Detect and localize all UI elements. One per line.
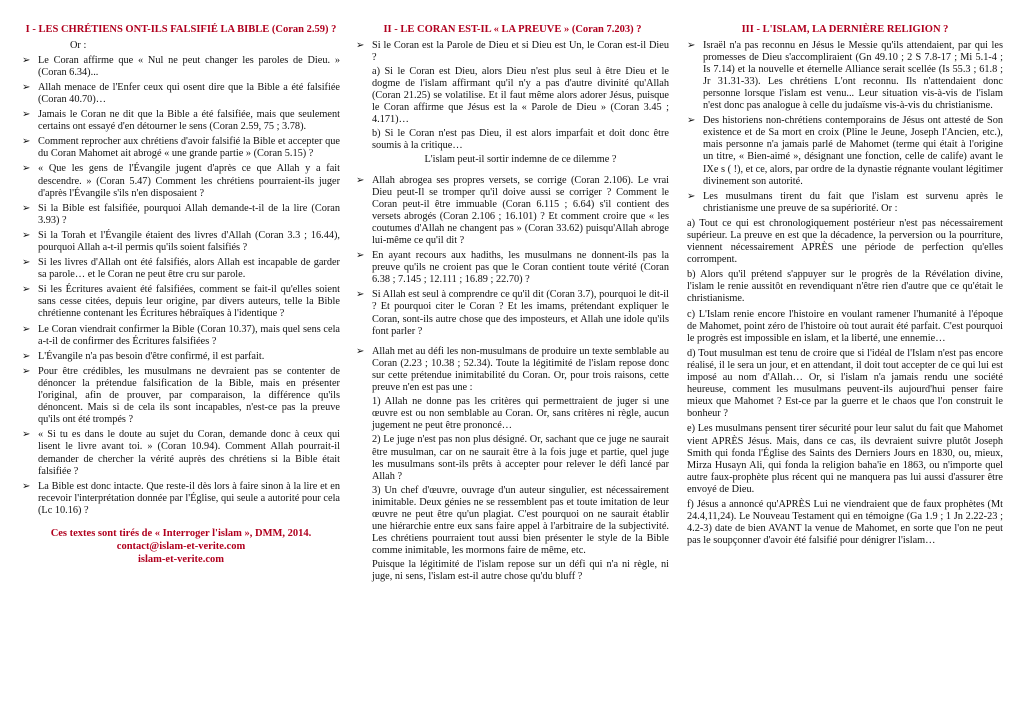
list-item: ➢ Allah menace de l'Enfer ceux qui osent dire que la Bible a été falsifiée (Coran 40.70)… (22, 82, 340, 106)
point-d: d) Tout musulman est tenu de croire que si l'idéal de l'Islam n'est pas encore réalisé, il le sera un jour, et en attendant, il doit tout accepter de ce qui lui est imposé au nom d'Allah… Or, si l'islam n'a jamais rendu une société heureuse, comment les musulmans peuvent-ils aujourd'hui penser faire mieux que Mahomet ? Est-ce par la guerre et le chaos que l'on construit le bonheur ? (687, 347, 1003, 420)
list-item: ➢ En ayant recours aux hadiths, les musulmans ne donnent-ils pas la preuve qu'ils ne croient pas que le Coran contient toute vérité (Coran 6.38 ; 7.145 ; 12.111 ; 16.89 ; 22.70) ? (356, 250, 669, 286)
column-1-heading: I - LES CHRÉTIENS ONT-ILS FALSIFIÉ LA BIBLE (Coran 2.59) ? (25, 24, 337, 35)
list-item: ➢ Jamais le Coran ne dit que la Bible a été falsifiée, mais que seulement certains ont essayé d'en détourner le sens (Coran 2.59, 75 ; 3.78). (22, 109, 340, 133)
dilemma-question: ➢ Si le Coran est la Parole de Dieu et si Dieu est Un, le Coran est-il Dieu ? (372, 39, 669, 63)
list-item: ➢ Allah abrogea ses propres versets, se corrige (Coran 2.106). Le vrai Dieu peut-Il se tromper qu'il doive aussi se corriger ? Comment le Coran peut-il être immuable (Coran 6.115 ; 6.64) s'il contient des versets abrogés (Coran 2.106 ; 16.101) ? Et comment croire que « les coutumes d'Allah ne changent pas » (Coran 33.62) puisqu'Allah abroge lui-même ce qu'il dit ? (356, 175, 669, 248)
point-b: b) Alors qu'il prétend s'appuyer sur le progrès de la Révélation divine, l'islam le renie aussitôt en revendiquant n'être rien d'autre que ce qu'était le christianisme. (687, 269, 1003, 305)
point-e: e) Les musulmans pensent tirer sécurité pour leur salut du fait que Mahomet vient APRÈS Jésus. Mais, dans ce cas, ils devraient suivre plutôt Joseph Smith qui fonda l'Église des Saints des Derniers Jours en 1830, ou, mieux, Mirza Husayn Ali, qui fonda la religion baha'ie en 1863, ou n'importe quel autre faux-prophète plus récent qui ne manquera pas lui aussi d'assurer être envoyé de Dieu. (687, 423, 1003, 495)
source-footer (22, 527, 340, 566)
list-item: ➢ Des historiens non-chrétiens contemporains de Jésus ont attesté de Son existence et de Sa mort en croix (Pline le Jeune, Joseph l'Ancien, etc.), mais personne n'a jamais parlé de Mahomet (terme qui était à l'origine un titre, « Bien-aimé », désignant une fonction, celle de calife) avant le IXe s ( !), et ce, alors, par ordre de la dynastie régnante voulant légitimer divinement son autorité. (687, 115, 1003, 188)
list-item (687, 191, 1003, 215)
dilemma-a: a) Si le Coran est Dieu, alors Dieu n'est plus seul à être Dieu et le dogme de l'islam affirmant qu'il n'y a pas d'autre divinité qu'Allah (Coran 21.25) se volatilise. Et il faut même alors adorer Jésus, puisque le Coran affirme que Jésus est la « Parole de Dieu » (Coran 3.45 ; 4.171)… (372, 65, 669, 126)
column-2-list (356, 40, 669, 584)
list-item: ➢ Si la Torah et l'Évangile étaient des livres d'Allah (Coran 3.3 ; 16.44), pourquoi Allah a-t-il permis qu'ils soient falsifiés ? (22, 230, 340, 254)
column-1-list (22, 55, 340, 517)
list-item: ➢ Le Coran affirme que « Nul ne peut changer les paroles de Dieu. » (Coran 6.34)... (22, 55, 340, 79)
column-3 (687, 24, 1003, 550)
point-f: f) Jésus a annoncé qu'APRÈS Lui ne viendraient que de faux prophètes (Mt 24.4,11,24). Le Nouveau Testament qui en témoigne (Ga 1.9 ; 1 Jn 2.22-23 ; 4.2-3) date de bien AVANT la venue de Mahomet, en sorte que l'on ne peut pas le soupçonner d'avoir été falsifié pour dénigrer l'islam… (687, 498, 1003, 547)
list-item: ➢ Comment reprocher aux chrétiens d'avoir falsifié la Bible et accepter que du Coran Mahomet ait abrogé « une grande partie » (Coran 5.15) ? (22, 136, 340, 160)
column-2 (356, 24, 669, 587)
list-item: ➢ Si les livres d'Allah ont été falsifiés, alors Allah est incapable de garder sa parole… et le Coran ne peut être cru sur parole. (22, 257, 340, 281)
challenge-conclusion: Puisque la légitimité de l'islam repose sur un défi qui n'a ni règle, ni juge, ni sens, l'islam est-il autre chose qu'du bluff ? (372, 559, 669, 583)
column-1 (22, 24, 340, 566)
column-3-heading: III - L'ISLAM, LA DERNIÈRE RELIGION ? (741, 24, 949, 35)
point-c: c) L'Islam renie encore l'histoire en voulant ramener l'humanité à l'époque de Mahomet, point zéro de l'histoire où tout aurait été parfait. C'est pourquoi le progrès est impossible en islam, et la liberté, une ennemie… (687, 308, 1003, 344)
list-item: ➢ Si les Écritures avaient été falsifiées, comment se fait-il qu'elles soient sans cesse citées, depuis leur origine, par divers auteurs, telle la Bible chrétienne contenant les Écritures hébraïques à l'identique ? (22, 284, 340, 320)
dilemma-b: b) Si le Coran n'est pas Dieu, il est alors imparfait et doit donc être soumis à la critique… (372, 128, 669, 152)
source-note: Ces textes sont tirés de « Interroger l'islam », DMM, 2014. (50, 527, 312, 539)
list-item: ➢ « Que les gens de l'Évangile jugent d'après ce que Allah y a fait descendre. » (Coran 5.47) Comment les chrétiens pourraient-ils juger d'après l'Évangile s'ils n'en disposaient ? (22, 163, 340, 199)
reason-2: 2) Le juge n'est pas non plus désigné. Or, sachant que ce juge ne saurait être musulman, car on ne saurait être à la fois juge et partie, quel juge les musulmans sont-ils prêts à accepter pour relever le défi lancé par Allah ? (372, 434, 669, 482)
column-3-list (687, 40, 1003, 215)
contact-email[interactable]: contact@islam-et-verite.com (116, 540, 246, 552)
list-item: ➢ L'Évangile n'a pas besoin d'être confirmé, il est parfait. (22, 351, 340, 363)
list-item: ➢ La Bible est donc intacte. Que reste-il dès lors à faire sinon à la lire et en recevoir l'interprétation donnée par l'Église, qui seule a autorité pour cela (Lc 10.16) ? (22, 481, 340, 517)
reason-1: 1) Allah ne donne pas les critères qui permettraient de juger si une œuvre est ou non semblable au Coran. Or, sans critères ni règle, aucun jugement ne peut être prononcé… (372, 396, 669, 432)
dilemma-conclusion: L'islam peut-il sortir indemne de ce dilemme ? (424, 154, 617, 166)
point-a: a) Tout ce qui est chronologiquement postérieur n'est pas nécessairement supérieur. La preuve en est que la décadence, la perversion ou la pourriture, viennent nécessairement APRÈS une période de perfection qu'elles corrompent. (687, 217, 1003, 266)
challenge-intro: ➢ Allah met au défi les non-musulmans de produire un texte semblable au Coran (2.23 ; 10.38 ; 52.34). Toute la légitimité de l'islam repose donc sur cette prétendue inimitabilité du Coran. Or, pour trois raisons, cette preuve n'en est pas une : (372, 345, 669, 394)
list-item (356, 40, 669, 167)
website-link[interactable]: islam-et-verite.com (138, 553, 224, 565)
list-item: ➢ Pour être crédibles, les musulmans ne devraient pas se contenter de dénoncer la prétendue falsification de la Bible, mais en présenter l'original, afin de prouver, par comparaison, la différence qu'ils dénoncent. Mais si de cela ils sont incapables, n'est-ce pas la preuve qu'ils ont été trompés ? (22, 366, 340, 426)
superiority-claim: ➢ Les musulmans tirent du fait que l'islam est survenu après le christianisme une preuve de sa supériorité. Or : (703, 190, 1003, 214)
list-item: ➢ Israël n'a pas reconnu en Jésus le Messie qu'ils attendaient, par qui les promesses de Dieu s'accompliraient (Gn 49.10 ; 2 S 7.8-17 ; Mi 5.1-4 ; Is 7.14) et la nouvelle et éternelle Alliance serait scellée (Is 55.3 ; 61.8 ; Jr 31.31-33). Les chrétiens L'ont reconnu. Ils n'attendaient donc personne lorsque l'islam est venu... Leur situation vis-à-vis de l'islam n'est donc pas analogue à celle du judaïsme vis-à-vis du christianisme. (687, 40, 1003, 113)
column-2-heading: II - LE CORAN EST-IL « LA PREUVE » (Coran 7.203) ? (383, 24, 642, 35)
list-item (356, 346, 669, 584)
list-item: ➢ « Si tu es dans le doute au sujet du Coran, demande donc à ceux qui lisent le livre avant toi. » (Coran 10.94). Comment Allah pourrait-il demander de chercher la vérité auprès des chrétiens si la Bible était falsifiée ? (22, 429, 340, 477)
reason-3: 3) Un chef d'œuvre, ouvrage d'un auteur singulier, est nécessairement inimitable. Deux génies ne se ressemblent pas et toute imitation de leur œuvre ne peut être qu'un plagiat. C'est pourquoi on ne saurait établir une hiérarchie entre eux sans faire appel à l'arbitraire de la subjectivité. Les chrétiens pourraient tout aussi bien présenter le style de la Bible comme inimitable, les mormons faire de même, etc. (372, 484, 669, 557)
list-item: ➢ Le Coran viendrait confirmer la Bible (Coran 10.37), mais quel sens cela a-t-il de confirmer des Écritures falsifiées ? (22, 324, 340, 348)
column-1-intro: Or : (70, 39, 87, 51)
list-item: ➢ Si la Bible est falsifiée, pourquoi Allah demande-t-il de la lire (Coran 3.93) ? (22, 203, 340, 227)
list-item: ➢ Si Allah est seul à comprendre ce qu'il dit (Coran 3.7), pourquoi le dit-il ? Et pourquoi citer le Coran ? Et les imams, prétendant expliquer le Coran, sont-ils autre chose que des imposteurs, et Allah une idole qu'ils font parler ? (356, 289, 669, 337)
